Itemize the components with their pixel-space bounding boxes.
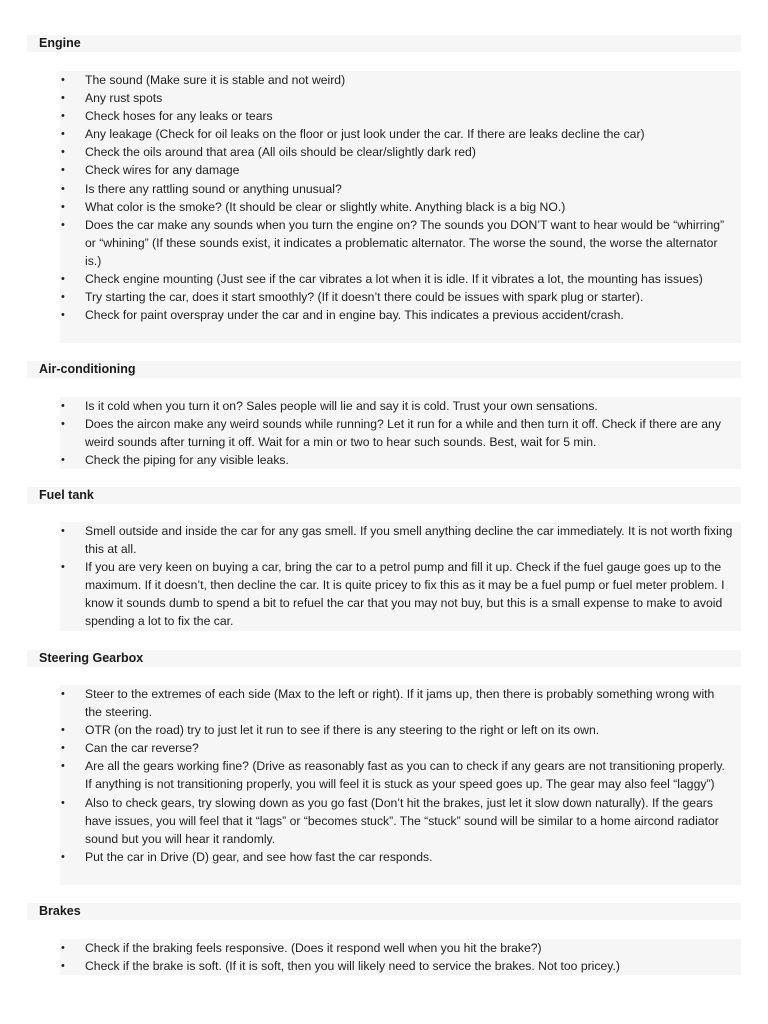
list-item: • The sound (Make sure it is stable and not weird)	[60, 71, 741, 89]
bullet-icon: •	[61, 291, 65, 304]
list-item: • Try starting the car, does it start smoothly? (If it doesn’t there could be issues with spark plug or starter).	[60, 288, 741, 306]
bullet-icon: •	[61, 760, 65, 773]
list-item: • Can the car reverse?	[60, 739, 741, 757]
list-item: • Is it cold when you turn it on? Sales people will lie and say it is cold. Trust your own sensations.	[60, 397, 741, 415]
section-list-engine	[60, 71, 741, 343]
list-item: • Put the car in Drive (D) gear, and see how fast the car responds.	[60, 848, 741, 866]
bullet-icon: •	[61, 309, 65, 322]
list-item: • Check the oils around that area (All oils should be clear/slightly dark red)	[60, 143, 741, 161]
bullet-icon: •	[61, 110, 65, 123]
list-item: • What color is the smoke? (It should be clear or slightly white. Anything black is a big NO.)	[60, 198, 741, 216]
bullet-icon: •	[61, 561, 65, 574]
bullet-icon: •	[61, 200, 65, 213]
bullet-icon: •	[61, 182, 65, 195]
bullet-icon: •	[61, 796, 65, 809]
list-item: • Does the aircon make any weird sounds while running? Let it run for a while and then turn it off. Check if there are any weird sounds after turning it off. Wait for a min or two to hear such sounds. Best, wait for 5 min.	[61, 417, 721, 450]
section-list-air-conditioning	[60, 397, 741, 469]
bullet-icon: •	[61, 164, 65, 177]
list-item: • Check hoses for any leaks or tears	[60, 107, 741, 125]
bullet-icon: •	[61, 742, 65, 755]
bullet-icon: •	[61, 400, 65, 412]
list-item: • Any leakage (Check for oil leaks on the floor or just look under the car. If there are leaks decline the car)	[60, 125, 741, 143]
list-item: • Also to check gears, try slowing down as you go fast (Don’t hit the brakes, just let it slow down naturally). If the gears have issues, you will feel that it “lags” or “becomes stuck”. The “stuck” sound will be similar to a home aircond radiator sound but you will hear it randomly.	[61, 795, 719, 846]
bullet-icon: •	[61, 525, 65, 537]
bullet-icon: •	[61, 724, 65, 737]
list-item: • Is there any rattling sound or anything unusual?	[60, 180, 741, 198]
list-item: • OTR (on the road) try to just let it run to see if there is any steering to the right or left on its own.	[60, 721, 741, 739]
bullet-icon: •	[61, 960, 65, 973]
list-item: • Any rust spots	[60, 89, 741, 107]
section-heading-brakes: Brakes	[27, 903, 741, 920]
list-item: • Check for paint overspray under the car and in engine bay. This indicates a previous accident/crash.	[60, 306, 741, 324]
bullet-icon: •	[61, 146, 65, 159]
bullet-icon: •	[61, 850, 65, 863]
list-item: • Steer to the extremes of each side (Max to the left or right). If it jams up, then there is probably something wrong with the steering.	[61, 687, 715, 720]
bullet-icon: •	[61, 688, 65, 700]
list-item: • Check if the brake is soft. (If it is soft, then you will likely need to service the brakes. Not too pricey.)	[60, 957, 741, 975]
list-item: • Check wires for any damage	[60, 161, 741, 179]
bullet-icon: •	[61, 128, 65, 141]
bullet-icon: •	[61, 942, 65, 954]
bullet-icon: •	[61, 454, 65, 467]
section-heading-steering-gearbox: Steering Gearbox	[27, 650, 741, 667]
bullet-icon: •	[61, 92, 65, 105]
list-item: • Check the piping for any visible leaks.	[60, 451, 741, 469]
bullet-icon: •	[61, 74, 65, 86]
list-item: • Smell outside and inside the car for any gas smell. If you smell anything decline the car immediately. It is not worth fixing this at all.	[61, 524, 733, 557]
list-item: • If you are very keen on buying a car, bring the car to a petrol pump and fill it up. Check if the fuel gauge goes up to the maximum. If it doesn’t, then decline the car. It is quite pricey to fix this as it may be a fuel pump or fuel meter problem. I know it sounds dumb to spend a bit to refuel the car that you may not buy, but this is a small expense to make to avoid spending a lot to fix the car.	[61, 560, 725, 629]
bullet-icon: •	[61, 418, 65, 431]
section-list-brakes	[60, 939, 741, 975]
section-heading-air-conditioning: Air-conditioning	[27, 361, 741, 378]
list-item: • Check engine mounting (Just see if the car vibrates a lot when it is idle. If it vibrates a lot, the mounting has issues)	[60, 270, 741, 288]
bullet-icon: •	[61, 218, 65, 231]
list-item: • Check if the braking feels responsive. (Does it respond well when you hit the brake?)	[60, 939, 741, 957]
section-heading-fuel-tank: Fuel tank	[27, 487, 741, 504]
section-list-fuel-tank	[60, 522, 741, 631]
section-list-steering-gearbox	[60, 685, 741, 885]
section-heading-engine: Engine	[27, 35, 741, 52]
bullet-icon: •	[61, 273, 65, 286]
list-item: • Are all the gears working fine? (Drive as reasonably fast as you can to check if any gears are not transitioning properly. If anything is not transitioning properly, you will feel it is stuck as your speed goes up. The gear may also feel “laggy”)	[61, 759, 725, 792]
list-item: • Does the car make any sounds when you turn the engine on? The sounds you DON’T want to hear would be “whirring” or “whining” (If these sounds exist, it indicates a problematic alternator. The worse the sound, the worse the alternator is.)	[61, 217, 725, 268]
